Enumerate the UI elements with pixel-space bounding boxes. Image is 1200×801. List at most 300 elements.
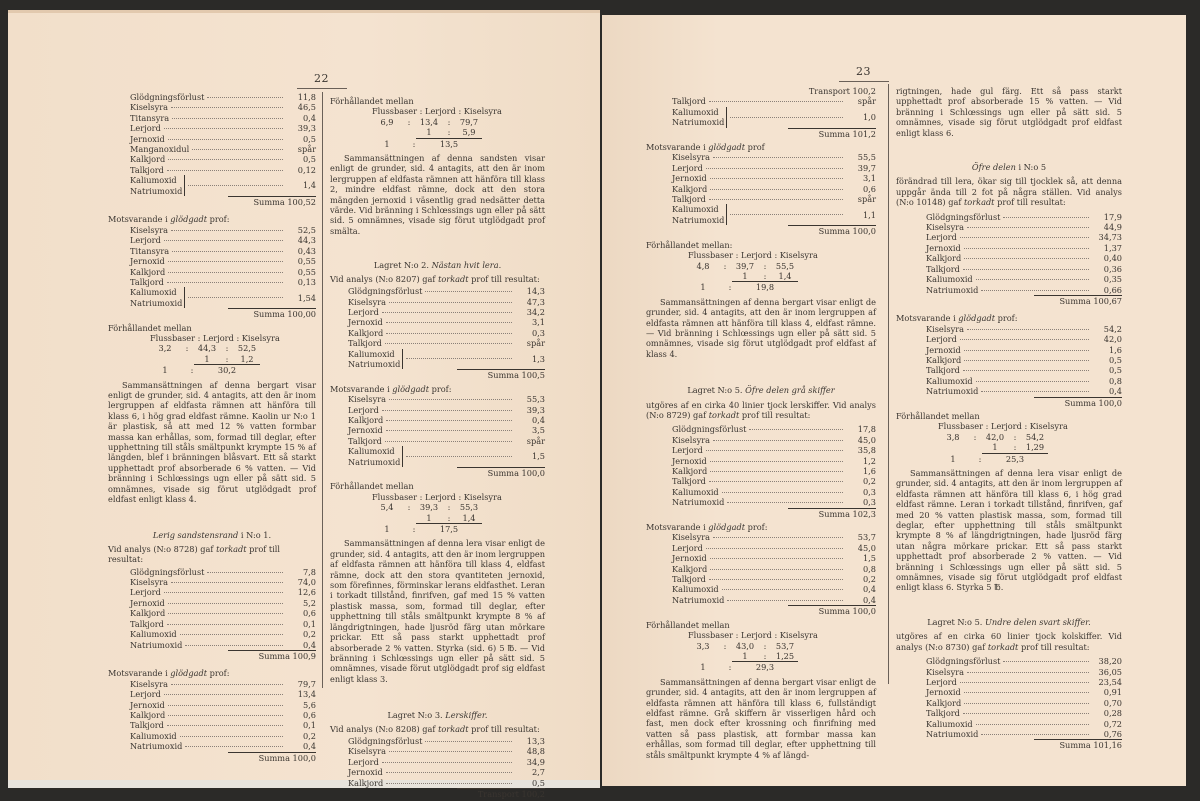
component-name: Titansyra <box>130 112 170 123</box>
component-value: 0,55 <box>297 266 316 277</box>
table-row <box>926 355 1122 365</box>
leader-dots <box>192 149 283 150</box>
component-name: Talkjord <box>130 618 164 629</box>
sum-line: Summa 100,0 <box>457 467 545 478</box>
leader-dots <box>706 450 843 451</box>
transport-line: Transport 100,2 <box>808 86 876 96</box>
table-row <box>130 134 316 144</box>
component-name: Glödgningsförlust <box>348 286 423 297</box>
table-row <box>348 328 545 338</box>
leader-dots <box>710 461 843 462</box>
table-row <box>926 677 1122 687</box>
leader-dots <box>167 170 283 171</box>
table-row <box>926 656 1122 666</box>
component-value: 14,3 <box>526 286 545 297</box>
ratio-value: 1,4 <box>778 270 792 281</box>
analysis-intro-italic: torkadt <box>216 543 247 554</box>
leader-dots <box>389 399 512 400</box>
table-row <box>926 222 1122 232</box>
calcined-heading-text-post: prof: <box>206 214 230 225</box>
table-row <box>926 345 1122 355</box>
leader-dots <box>963 370 1089 371</box>
calcined-heading-text-post: prof: <box>994 313 1018 324</box>
leader-dots <box>713 537 843 538</box>
leader-dots <box>709 101 843 102</box>
table-row <box>130 720 316 730</box>
component-name: Natriumoxid <box>926 284 979 295</box>
component-value: 38,20 <box>1098 656 1122 667</box>
ratio-label: Förhållandet mellan <box>330 481 414 492</box>
calcined-heading-text: Motsvarande i <box>896 313 959 324</box>
analysis-intro-text: Vid analys (N:o 8207) gaf <box>330 273 439 284</box>
component-value: 39,7 <box>857 162 876 173</box>
ratio-value: 1,25 <box>775 650 795 661</box>
section-heading <box>896 162 1122 172</box>
calcined-heading-text: Motsvarande i <box>330 383 393 394</box>
calcined-heading-italic: glödgadt <box>392 383 429 394</box>
sum-line: Summa 102,3 <box>788 508 876 519</box>
body-paragraph: Sammansättningen af denna bergart visar enligt de grunder, sid. 4 antagits, att den är inom lergruppen af eldfasta rämnen att hänföra till klass 6, i hög grad eldfast rämne. Kaolin ur N:o 1 är plastisk, så att med 12 % vatten formbar massa kan erhållas, som, formad till deglar, efter upphettning till ståls smältpunkt krympte 15 % af längden, blef i bränningen blåsvart. Ett så starkt upphettadt prof absorberade 6 % vatten. — Vid bränning i Schlœssings ugn eller på sätt sid. 5 omnämnes, visade sig förut utglödgadt prof eldfast enligt klass 4. <box>108 379 316 505</box>
ratio-value: 1,2 <box>240 353 254 364</box>
calcined-heading-text-post: prof: <box>744 522 768 533</box>
analysis-intro <box>646 400 876 421</box>
component-name: Jernoxid <box>130 699 165 710</box>
component-name: Kaliumoxid <box>926 375 973 386</box>
leader-dots <box>185 746 283 747</box>
component-value: 7,8 <box>302 566 316 577</box>
component-name: Talkjord <box>672 574 706 585</box>
component-name: Lerjord <box>130 587 161 598</box>
section-heading-italic: Lerskiffer. <box>445 710 488 721</box>
component-name: Kiselsyra <box>130 224 169 235</box>
ratio-line-1 <box>150 343 316 353</box>
table-row <box>348 317 545 327</box>
component-name: Talkjord <box>672 476 706 487</box>
table-row <box>130 700 316 710</box>
analysis-intro-text-post: prof till resultat: <box>108 543 281 565</box>
bracket-row <box>672 107 876 128</box>
ratio-value: : <box>763 270 767 281</box>
component-value: 0,6 <box>302 709 316 720</box>
ratio-value: 1 <box>742 270 748 281</box>
leader-dots <box>964 248 1089 249</box>
component-value: 0,5 <box>302 133 316 144</box>
analysis-intro-text-post: prof till resultat: <box>468 723 540 734</box>
component-value: spår <box>526 338 545 349</box>
ratio-block <box>938 421 1122 464</box>
table-row <box>130 587 316 597</box>
component-value: 0,55 <box>297 256 316 267</box>
ratio-block <box>372 106 545 149</box>
leader-dots <box>722 589 843 590</box>
column-divider-left <box>322 92 323 688</box>
table-row <box>926 376 1122 386</box>
ratio-reduced <box>732 651 798 662</box>
table-row <box>672 497 876 507</box>
component-name: Natriumoxid <box>926 386 979 397</box>
component-name: Kiselsyra <box>926 666 965 677</box>
ratio-value: 1 <box>384 524 390 535</box>
component-name: Kaliumoxid <box>672 106 719 117</box>
ratio-line-3 <box>150 365 316 375</box>
component-name: Lerjord <box>672 162 703 173</box>
component-name: Lerjord <box>348 404 379 415</box>
component-value: 39,3 <box>297 123 316 134</box>
leader-dots <box>709 199 843 200</box>
leader-dots <box>710 471 843 472</box>
table-row <box>348 767 545 777</box>
component-name: Lerjord <box>348 306 379 317</box>
leader-dots <box>960 339 1089 340</box>
component-name: Talkjord <box>348 338 382 349</box>
component-value: 0,2 <box>302 730 316 741</box>
calcined-heading-text: Motsvarande i <box>108 214 171 225</box>
page-number-rule-left <box>297 88 347 89</box>
leader-dots <box>168 715 283 716</box>
component-name: Natriumoxid <box>672 214 725 225</box>
component-value: 0,2 <box>862 574 876 585</box>
ratio-reduced <box>416 127 482 138</box>
bracket-row <box>348 349 545 370</box>
leader-dots <box>168 159 283 160</box>
table-row <box>672 96 876 106</box>
section-heading-italic: Öfre delen <box>971 162 1016 173</box>
leader-dots <box>389 751 512 752</box>
leader-dots <box>185 645 283 646</box>
component-value: 79,7 <box>297 678 316 689</box>
ratio-value: : <box>728 282 732 293</box>
leader-dots <box>386 333 512 334</box>
component-value: 0,4 <box>302 639 316 650</box>
component-value: 23,54 <box>1098 676 1122 687</box>
component-value: 0,1 <box>302 720 316 731</box>
ratio-value: 1 <box>204 353 210 364</box>
table-row <box>348 778 545 788</box>
table-row <box>130 710 316 720</box>
component-name: Talkjord <box>672 96 706 107</box>
ratio-value: : <box>225 343 229 354</box>
component-name: Natriumoxid <box>672 497 725 508</box>
body-paragraph: Sammansättningen af denna sandsten visar enligt de grunder, sid. 4 antagits, att den är inom lergruppen af eldfasta rämnen att hänföra till klass 2, mindre eldfast rämne, dock att den stora mängden jernoxid i väsentlig grad nedsätter detta värde. Vid bränning i Schlœssings ugn eller på sätt sid. 5 omnämnes, visade sig förut utglödgadt prof smälta. <box>330 153 545 236</box>
component-value: 0,3 <box>531 327 545 338</box>
table-row <box>348 436 545 446</box>
component-name: Kiselsyra <box>130 678 169 689</box>
ratio-line-3 <box>372 139 545 149</box>
body-paragraph: Sammansättningen af denna lera visar enligt de grunder, sid. 4 antagits, att den är inom lergruppen af eldfasta rämnen att hänföra till klass 4, eldfast rämne, dock att den stora qvantiteten jernoxid, som förefinnes, förminskar lerans eldfasthet. Leran i torkadt tillstånd, finrifven, gaf med 15 % vatten plastisk massa, som, formad till deglar, efter upphettning till ståls smältpunkt krympte 8 % af längdrigtningen, hade ljusröd färg utan mörkare prickar. Ett så pass starkt upphettadt prof absorberade 2 % vatten. Styrka (sid. 6) 5 ℔. — Vid bränning i Schlœssings ugn eller på sätt sid. 5 omnämnes, visade förut utglödgadt prof sig eldfast enligt klass 3. <box>330 538 545 684</box>
table-row <box>926 232 1122 242</box>
component-value: 1,4 <box>302 180 316 191</box>
analysis-intro <box>330 724 545 734</box>
analysis-table <box>130 567 316 662</box>
ratio-value: 1 <box>992 442 998 453</box>
component-value: 0,4 <box>531 414 545 425</box>
leader-dots <box>981 290 1089 291</box>
calcined-heading-text-post: prof: <box>428 383 452 394</box>
table-row <box>130 154 316 164</box>
component-value: 1,37 <box>1103 242 1122 253</box>
component-name: Lerjord <box>926 334 957 345</box>
ratio-block <box>688 250 876 293</box>
component-name: Kaliumoxid <box>672 584 719 595</box>
component-value: 54,2 <box>1103 323 1122 334</box>
component-value: 45,0 <box>857 542 876 553</box>
leader-dots <box>960 237 1089 238</box>
component-name: Jernoxid <box>672 553 707 564</box>
analysis-intro <box>108 544 316 565</box>
ratio-value: : <box>973 431 977 442</box>
ratio-value: : <box>185 343 189 354</box>
ratio-header: Flussbaser : Lerjord : Kiselsyra <box>938 421 1068 432</box>
table-row <box>130 629 316 639</box>
component-value: 46,5 <box>297 102 316 113</box>
leader-dots <box>171 684 283 685</box>
leader-dots <box>963 269 1089 270</box>
table-row <box>672 553 876 563</box>
component-value: 5,2 <box>302 597 316 608</box>
section-heading-italic: Öfre delen grå skiffer <box>745 385 835 396</box>
bracket-row <box>130 175 316 196</box>
leader-dots <box>171 230 283 231</box>
leader-dots <box>967 329 1089 330</box>
table-row <box>672 184 876 194</box>
leader-dots <box>164 128 283 129</box>
component-name: Jernoxid <box>926 687 961 698</box>
component-name: Jernoxid <box>130 597 165 608</box>
leader-dots <box>180 736 283 737</box>
section-heading <box>896 617 1122 627</box>
ratio-value: : <box>447 502 451 513</box>
section-heading <box>330 710 545 720</box>
calcined-heading <box>646 522 876 532</box>
ratio-line-1 <box>372 502 545 512</box>
component-name: Kaliumoxid <box>130 287 177 298</box>
component-value: 0,8 <box>1108 375 1122 386</box>
leader-dots <box>406 358 512 359</box>
component-name: Lerjord <box>348 756 379 767</box>
ratio-value: : <box>412 524 416 535</box>
component-value: 0,70 <box>1103 697 1122 708</box>
ratio-value: : <box>723 260 727 271</box>
leader-dots <box>188 185 283 186</box>
table-row <box>926 334 1122 344</box>
table-row <box>130 225 316 235</box>
bracket-names <box>348 349 403 370</box>
spacer <box>330 688 545 698</box>
analysis-table <box>672 152 876 236</box>
component-value: 36,05 <box>1098 666 1122 677</box>
leader-dots <box>976 724 1089 725</box>
section-heading-text: i N:o 5 <box>1015 162 1047 173</box>
ratio-value: 25,3 <box>1005 453 1025 464</box>
ratio-reduced <box>982 442 1048 453</box>
leader-dots <box>167 725 283 726</box>
ratio-value: : <box>1013 442 1017 453</box>
component-value: 3,1 <box>531 317 545 328</box>
analysis-intro-text-post: prof till resultat: <box>739 409 811 420</box>
ratio-value: 1 <box>426 512 432 523</box>
ratio-value: 1 <box>742 650 748 661</box>
ratio-value: 29,3 <box>755 662 775 673</box>
section-heading <box>330 260 545 270</box>
leader-dots <box>964 692 1089 693</box>
ratio-line-3 <box>372 524 545 534</box>
component-value: spår <box>857 96 876 107</box>
calcined-heading <box>646 142 876 152</box>
component-value: 1,6 <box>862 466 876 476</box>
ratio-value: 1 <box>162 365 168 376</box>
leader-dots <box>1003 217 1089 218</box>
component-value: 5,6 <box>302 699 316 710</box>
component-name: Jernoxid <box>130 256 165 267</box>
component-name: Natriumoxid <box>130 185 183 196</box>
table-row <box>130 92 316 102</box>
leader-dots <box>164 694 283 695</box>
spacer <box>108 207 316 211</box>
component-name: Lerjord <box>926 676 957 687</box>
sum-line: Summa 100,0 <box>228 752 316 763</box>
left-page-column-2 <box>330 93 545 799</box>
component-value: 3,1 <box>862 173 876 184</box>
calcined-heading-text-post: prof: <box>206 668 230 679</box>
ratio-block <box>372 492 545 535</box>
ratio-value: : <box>978 453 982 464</box>
table-row <box>130 277 316 287</box>
ratio-label: Förhållandet mellan <box>646 619 730 630</box>
calcined-heading-text: Motsvarande i <box>646 522 709 533</box>
ratio-line-2 <box>372 127 545 138</box>
leader-dots <box>425 741 512 742</box>
component-value: 0,28 <box>1103 708 1122 719</box>
leader-dots <box>406 456 512 457</box>
spacer <box>108 508 316 518</box>
analysis-intro-italic: torkadt <box>963 197 995 208</box>
component-value: spår <box>526 435 545 446</box>
section-heading-text: Lagret N:o 5. <box>927 616 986 627</box>
component-name: Jernoxid <box>926 242 961 253</box>
bracket-names <box>130 287 185 308</box>
table-row <box>672 564 876 574</box>
ratio-value: 5,4 <box>380 502 394 513</box>
section-heading-italic: Lerig sandstensrand <box>152 530 239 541</box>
table-row <box>130 256 316 266</box>
component-value: 2,7 <box>531 767 545 778</box>
body-paragraph: Sammansättningen af denna lera visar enligt de grunder, sid. 4 antagits, att den är inom lergruppen af eldfasta rämnen att hänföra till klass 6, i hög grad eldfast rämne. Leran i torkadt tillstånd, finrifven, gaf med 20 % vatten plastisk massa, som, formad till deglar, efter upphettning till ståls smältpunkt krympte 8 % af längdrigtningen, hade ljusröd färg utan några mörkare prickar. Ett så pass starkt upphettadt prof absorberade 2 % vatten. — Vid bränning i Schlœssings ugn eller på sätt sid. 5 omnämnes, visade sig förut utglödgadt prof eldfast enligt klass 6. Styrka 5 ℔. <box>896 468 1122 593</box>
component-value: 34,9 <box>526 756 545 767</box>
ratio-spacer <box>938 442 982 453</box>
leader-dots <box>713 157 843 158</box>
ratio-value: : <box>1013 431 1017 442</box>
component-value: 17,8 <box>857 424 876 435</box>
component-value: 0,6 <box>302 608 316 619</box>
component-name: Jernoxid <box>348 317 383 328</box>
component-name: Kaliumoxid <box>348 348 395 359</box>
ratio-value: 1,29 <box>1025 442 1045 453</box>
component-name: Kaliumoxid <box>130 175 177 186</box>
component-name: Kaliumoxid <box>926 274 973 285</box>
component-name: Jernoxid <box>348 767 383 778</box>
ratio-value: 55,5 <box>775 260 795 271</box>
table-row <box>926 667 1122 677</box>
analysis-intro-text-post: prof till resultat: <box>1018 641 1090 652</box>
leader-dots <box>168 139 283 140</box>
component-value: 44,9 <box>1103 222 1122 233</box>
left-page-column-1 <box>108 92 316 763</box>
section-heading-text: Lagret N:o 3. <box>387 710 446 721</box>
component-value: 0,5 <box>1108 365 1122 376</box>
leader-dots <box>706 548 843 549</box>
component-value: 0,3 <box>862 486 876 497</box>
component-value: 3,5 <box>531 425 545 436</box>
sum-line: Summa 100,9 <box>228 650 316 661</box>
table-row <box>130 689 316 699</box>
spacer <box>330 240 545 248</box>
ratio-value: : <box>447 116 451 127</box>
ratio-label: Förhållandet mellan <box>896 410 980 421</box>
table-row <box>348 297 545 307</box>
analysis-intro-text: utgöres af en cirka 40 linier tjock lerskiffer. Vid analys (N:o 8729) gaf <box>646 399 876 420</box>
component-value: 0,1 <box>302 618 316 629</box>
leader-dots <box>385 441 512 442</box>
analysis-table <box>348 286 545 381</box>
component-value: 1,2 <box>862 455 876 466</box>
component-name: Kiselsyra <box>672 152 711 163</box>
table-row <box>672 532 876 542</box>
leader-dots <box>967 227 1089 228</box>
leader-dots <box>168 261 283 262</box>
component-name: Kaliumoxid <box>130 629 177 640</box>
analysis-intro-text-post: prof till resultat: <box>994 197 1066 208</box>
component-name: Kiselsyra <box>348 296 387 307</box>
table-row <box>926 212 1122 222</box>
ratio-value: 53,7 <box>775 640 795 651</box>
component-name: Lerjord <box>130 123 161 134</box>
component-name: Kaliumoxid <box>130 730 177 741</box>
ratio-header: Flussbaser : Lerjord : Kiselsyra <box>372 106 502 117</box>
component-name: Kalkjord <box>672 563 708 574</box>
spacer <box>646 363 876 373</box>
component-name: Talkjord <box>926 708 960 719</box>
page-number-rule-right <box>839 81 889 82</box>
table-row <box>672 584 876 594</box>
component-value: spår <box>297 144 316 155</box>
component-name: Talkjord <box>130 164 164 175</box>
leader-dots <box>964 360 1089 361</box>
component-value: 1,3 <box>531 353 545 364</box>
table-row <box>130 608 316 618</box>
component-value: 45,0 <box>857 434 876 445</box>
analysis-table <box>672 424 876 519</box>
component-value: 0,4 <box>862 584 876 595</box>
component-value: 0,8 <box>862 563 876 574</box>
component-value: 0,76 <box>1103 728 1122 739</box>
bracket-row <box>130 287 316 308</box>
ratio-value: : <box>763 640 767 651</box>
ratio-value: 3,3 <box>696 640 710 651</box>
component-name: Natriumoxid <box>672 117 725 128</box>
leader-dots <box>713 440 843 441</box>
leader-dots <box>963 713 1089 714</box>
leader-dots <box>727 502 843 503</box>
table-row <box>672 435 876 445</box>
component-name: Kalkjord <box>348 777 384 788</box>
leader-dots <box>180 634 283 635</box>
component-value: 53,7 <box>857 532 876 543</box>
ratio-value: 17,5 <box>439 524 459 535</box>
component-name: Talkjord <box>926 263 960 274</box>
leader-dots <box>389 302 512 303</box>
ratio-line-2 <box>150 354 316 365</box>
table-row <box>130 640 316 650</box>
